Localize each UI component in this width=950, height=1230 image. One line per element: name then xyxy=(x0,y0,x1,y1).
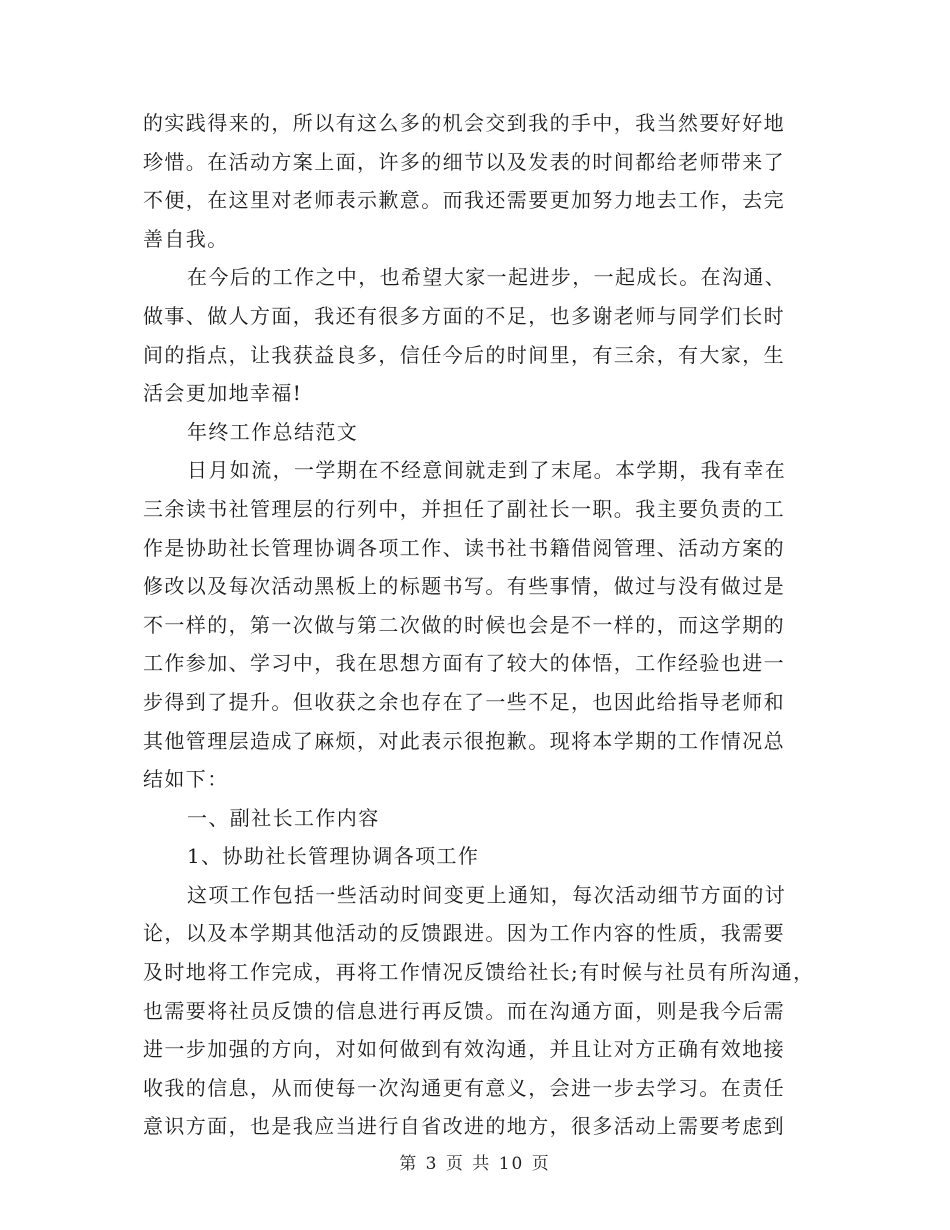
text-line: 也需要将社员反馈的信息进行再反馈。而在沟通方面，则是我今后需 xyxy=(143,998,785,1023)
text-line: 在今后的工作之中，也希望大家一起进步，一起成长。在沟通、 xyxy=(187,265,787,290)
text-line: 的实践得来的，所以有这么多的机会交到我的手中，我当然要好好地 xyxy=(143,111,785,135)
text-line: 不一样的，第一次做与第二次做的时候也会是不一样的，而这学期的 xyxy=(143,612,785,637)
text-line: 修改以及每次活动黑板上的标题书写。有些事情，做过与没有做过是 xyxy=(143,574,785,599)
text-line: 论，以及本学期其他活动的反馈跟进。因为工作内容的性质，我需要 xyxy=(143,921,785,946)
text-line: 活会更加地幸福! xyxy=(143,381,303,406)
text-line: 做事、做人方面，我还有很多方面的不足，也多谢老师与同学们长时 xyxy=(143,303,785,328)
text-line: 作是协助社长管理协调各项工作、读书社书籍借阅管理、活动方案的 xyxy=(143,535,785,560)
text-line: 收我的信息，从而使每一次沟通更有意义，会进一步去学习。在责任 xyxy=(143,1075,785,1100)
text-line: 这项工作包括一些活动时间变更上通知，每次活动细节方面的讨 xyxy=(187,882,787,907)
text-line: 一、副社长工作内容 xyxy=(187,805,380,830)
text-line: 意识方面，也是我应当进行自省改进的地方，很多活动上需要考虑到 xyxy=(143,1114,785,1139)
text-line: 结如下： xyxy=(143,767,229,792)
text-line: 年终工作总结范文 xyxy=(187,419,359,444)
text-line: 珍惜。在活动方案上面，许多的细节以及发表的时间都给老师带来了 xyxy=(143,149,785,174)
text-line: 间的指点，让我获益良多，信任今后的时间里，有三余，有大家，生 xyxy=(143,342,785,367)
text-line: 1、协助社长管理协调各项工作 xyxy=(187,844,480,869)
text-line: 不便，在这里对老师表示歉意。而我还需要更加努力地去工作，去完 xyxy=(143,188,785,213)
text-line: 其他管理层造成了麻烦，对此表示很抱歉。现将本学期的工作情况总 xyxy=(143,728,785,753)
text-line: 进一步加强的方向，对如何做到有效沟通，并且让对方正确有效地接 xyxy=(143,1037,785,1062)
text-line: 工作参加、学习中，我在思想方面有了较大的体悟，工作经验也进一 xyxy=(143,651,785,676)
text-line: 步得到了提升。但收获之余也存在了一些不足，也因此给指导老师和 xyxy=(143,689,785,714)
page-number: 第 3 页 共 10 页 xyxy=(399,1154,551,1174)
text-line: 三余读书社管理层的行列中，并担任了副社长一职。我主要负责的工 xyxy=(143,496,785,521)
document-body xyxy=(143,104,815,1146)
text-line: 及时地将工作完成，再将工作情况反馈给社长;有时候与社员有所沟通， xyxy=(143,960,815,985)
text-line: 日月如流，一学期在不经意间就走到了末尾。本学期，我有幸在 xyxy=(187,458,787,483)
text-line: 善自我。 xyxy=(143,226,229,251)
